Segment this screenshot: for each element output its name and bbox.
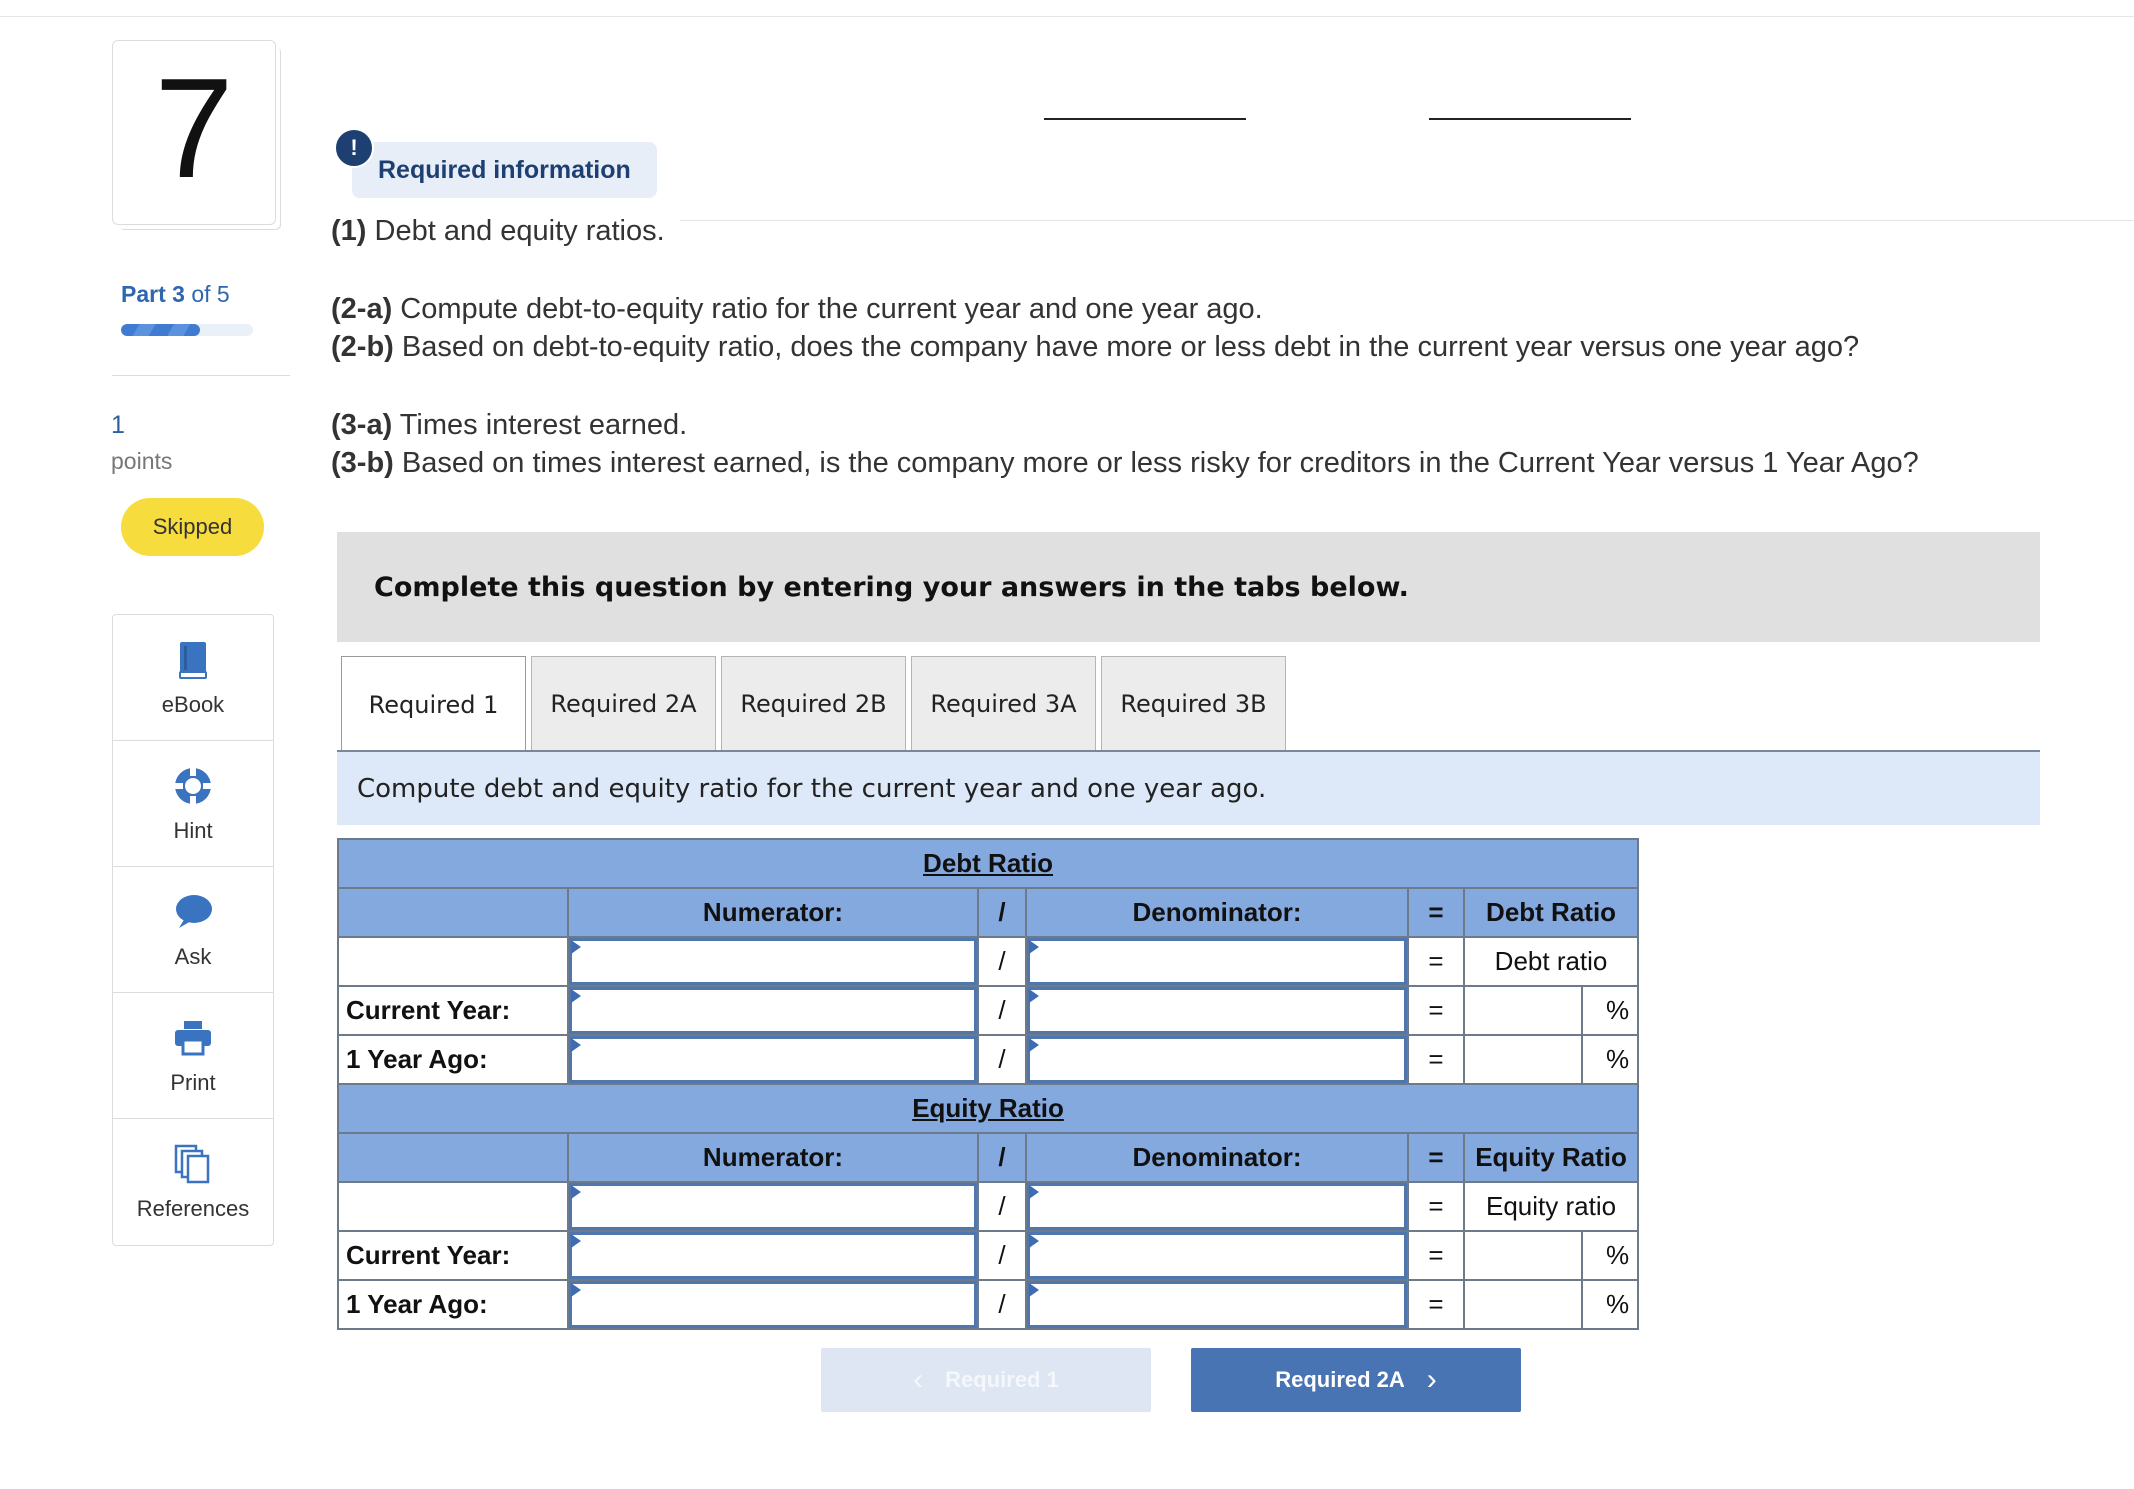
percent-sign: % (1582, 1280, 1638, 1329)
equity-header-row (338, 1133, 1638, 1182)
equity-current-denominator-cell (1026, 1231, 1408, 1280)
required-info-divider (680, 220, 2134, 221)
instruction-tag: (1) (331, 215, 367, 247)
slash: / (978, 937, 1026, 986)
numerator-header: Numerator: (568, 888, 978, 937)
equals: = (1408, 1280, 1464, 1329)
instruction-text: Based on debt-to-equity ratio, does the company have more or less debt in the current year versus one year ago? (393, 331, 1860, 363)
debt-ratio-result-label: Debt ratio (1464, 937, 1638, 986)
percent-sign: % (1582, 986, 1638, 1035)
equals-header: = (1408, 1133, 1464, 1182)
printer-icon (171, 1016, 215, 1060)
row-label (338, 937, 568, 986)
tab-bar (341, 656, 1286, 752)
debt-denominator-label-input[interactable] (1027, 938, 1407, 985)
equity-current-numerator-cell (568, 1231, 978, 1280)
book-icon (171, 638, 215, 682)
instruction-tag: (3-b) (331, 447, 394, 479)
instruction-tag: (2-b) (331, 331, 394, 363)
references-button[interactable] (113, 1119, 273, 1245)
debt-numerator-label-input[interactable] (569, 938, 977, 985)
equity-current-denominator-input[interactable] (1027, 1232, 1407, 1279)
equity-yearago-numerator-cell (568, 1280, 978, 1329)
debt-current-numerator-input[interactable] (569, 987, 977, 1034)
debt-title-row (338, 839, 1638, 888)
equals: = (1408, 986, 1464, 1035)
instruction-tag: (3-a) (331, 409, 393, 441)
equity-ratio-result-header: Equity Ratio (1464, 1133, 1638, 1182)
print-button[interactable] (113, 993, 273, 1119)
equity-numerator-label-cell (568, 1182, 978, 1231)
hint-button[interactable] (113, 741, 273, 867)
debt-yearago-denominator-input[interactable] (1027, 1036, 1407, 1083)
ebook-label: eBook (161, 691, 225, 717)
equity-current-numerator-input[interactable] (569, 1232, 977, 1279)
debt-ratio-result-header: Debt Ratio (1464, 888, 1638, 937)
percent-sign: % (1582, 1231, 1638, 1280)
points-label: points (111, 448, 173, 474)
slash: / (978, 1182, 1026, 1231)
tab-required-2a[interactable]: Required 2A (531, 656, 716, 750)
equals: = (1408, 1231, 1464, 1280)
alert-icon: ! (334, 128, 374, 168)
equity-numerator-label-input[interactable] (569, 1183, 977, 1230)
debt-header-row (338, 888, 1638, 937)
tab-required-1[interactable]: Required 1 (341, 656, 526, 752)
numerator-header: Numerator: (568, 1133, 978, 1182)
equals: = (1408, 1182, 1464, 1231)
debt-year-ago-row (338, 1035, 1638, 1084)
prev-required-label: Required 1 (945, 1367, 1059, 1392)
equity-current-year-row (338, 1231, 1638, 1280)
question-number: 7 (154, 48, 234, 208)
next-required-label: Required 2A (1275, 1367, 1405, 1392)
equals: = (1408, 1035, 1464, 1084)
hint-label: Hint (173, 817, 213, 843)
debt-current-denominator-input[interactable] (1027, 987, 1407, 1034)
complete-banner: Complete this question by entering your answers in the tabs below. (337, 532, 2040, 642)
tab-required-2b[interactable]: Required 2B (721, 656, 906, 750)
debt-yearago-numerator-input[interactable] (569, 1036, 977, 1083)
ebook-button[interactable] (113, 615, 273, 741)
equals: = (1408, 937, 1464, 986)
tab-required-3a[interactable]: Required 3A (911, 656, 1096, 750)
status-badge: Skipped (121, 498, 264, 556)
part-progress-bar (121, 324, 253, 336)
instruction-text: Based on times interest earned, is the company more or less risky for creditors in the Current Year versus 1 Year Ago? (393, 447, 1919, 479)
next-required-button[interactable] (1191, 1348, 1521, 1412)
top-divider (0, 16, 2134, 17)
slash: / (978, 986, 1026, 1035)
part-label: Part (121, 281, 166, 307)
instruction-3a (331, 409, 687, 442)
slash-header: / (978, 1133, 1026, 1182)
slash: / (978, 1035, 1026, 1084)
tab-required-3b[interactable]: Required 3B (1101, 656, 1286, 750)
tools-panel (112, 614, 274, 1246)
equity-current-ratio-input[interactable] (1464, 1231, 1582, 1280)
debt-current-numerator-cell (568, 986, 978, 1035)
row-label-current-year: Current Year: (338, 986, 568, 1035)
question-number-card (112, 40, 276, 225)
equity-ratio-title: Equity Ratio (338, 1084, 1638, 1133)
debt-ratio-title: Debt Ratio (338, 839, 1638, 888)
sidebar-divider (112, 375, 290, 376)
instruction-3b (331, 447, 1919, 480)
equity-denominator-label-input[interactable] (1027, 1183, 1407, 1230)
equity-ratio-result-label: Equity ratio (1464, 1182, 1638, 1231)
debt-numerator-label-cell (568, 937, 978, 986)
instruction-text: Compute debt-to-equity ratio for the current year and one year ago. (392, 293, 1263, 325)
equity-yearago-denominator-input[interactable] (1027, 1281, 1407, 1328)
debt-current-year-row (338, 986, 1638, 1035)
lifebuoy-icon (171, 764, 215, 808)
debt-yearago-ratio-input[interactable] (1464, 1035, 1582, 1084)
prev-required-button[interactable] (821, 1348, 1151, 1412)
part-suffix: of 5 (191, 281, 230, 307)
denominator-header: Denominator: (1026, 1133, 1408, 1182)
row-label (338, 1182, 568, 1231)
header-blank-cell (338, 1133, 568, 1182)
references-label: References (136, 1196, 250, 1221)
part-progress-fill (121, 324, 200, 336)
chat-bubble-icon (171, 890, 215, 934)
instruction-2a (331, 293, 1263, 326)
chevron-left-icon: ‹ (913, 1363, 924, 1396)
chevron-right-icon: › (1426, 1363, 1437, 1396)
required-information-label: Required information (352, 142, 657, 198)
row-label-year-ago: 1 Year Ago: (338, 1280, 568, 1329)
instruction-tag: (2-a) (331, 293, 393, 325)
equity-denominator-label-cell (1026, 1182, 1408, 1231)
equals-header: = (1408, 888, 1464, 937)
instruction-text: Debt and equity ratios. (366, 215, 665, 247)
equity-label-row (338, 1182, 1638, 1231)
ratio-grid (337, 838, 1637, 1330)
ratio-table (337, 838, 1639, 1330)
instruction-text: Times interest earned. (392, 409, 688, 441)
debt-yearago-denominator-cell (1026, 1035, 1408, 1084)
percent-sign: % (1582, 1035, 1638, 1084)
points-value: 1 (111, 411, 125, 439)
equity-yearago-denominator-cell (1026, 1280, 1408, 1329)
part-indicator (121, 281, 230, 308)
header-blank-cell (338, 888, 568, 937)
instruction-1 (331, 215, 665, 248)
equity-title-row (338, 1084, 1638, 1133)
part-current: 3 (172, 281, 185, 307)
ask-button[interactable] (113, 867, 273, 993)
debt-yearago-numerator-cell (568, 1035, 978, 1084)
question-prompt: Compute debt and equity ratio for the current year and one year ago. (337, 752, 2040, 825)
print-label: Print (170, 1069, 216, 1095)
slash-header: / (978, 888, 1026, 937)
row-label-current-year: Current Year: (338, 1231, 568, 1280)
equity-yearago-ratio-input[interactable] (1464, 1280, 1582, 1329)
debt-current-denominator-cell (1026, 986, 1408, 1035)
slash: / (978, 1231, 1026, 1280)
equity-yearago-numerator-input[interactable] (569, 1281, 977, 1328)
ask-label: Ask (174, 943, 212, 969)
debt-denominator-label-cell (1026, 937, 1408, 986)
equity-year-ago-row (338, 1280, 1638, 1329)
header-underline-right (1429, 118, 1631, 120)
denominator-header: Denominator: (1026, 888, 1408, 937)
header-underline-left (1044, 118, 1246, 120)
documents-icon (171, 1142, 215, 1186)
debt-label-row (338, 937, 1638, 986)
slash: / (978, 1280, 1026, 1329)
row-label-year-ago: 1 Year Ago: (338, 1035, 568, 1084)
instruction-2b (331, 331, 1859, 364)
debt-current-ratio-input[interactable] (1464, 986, 1582, 1035)
